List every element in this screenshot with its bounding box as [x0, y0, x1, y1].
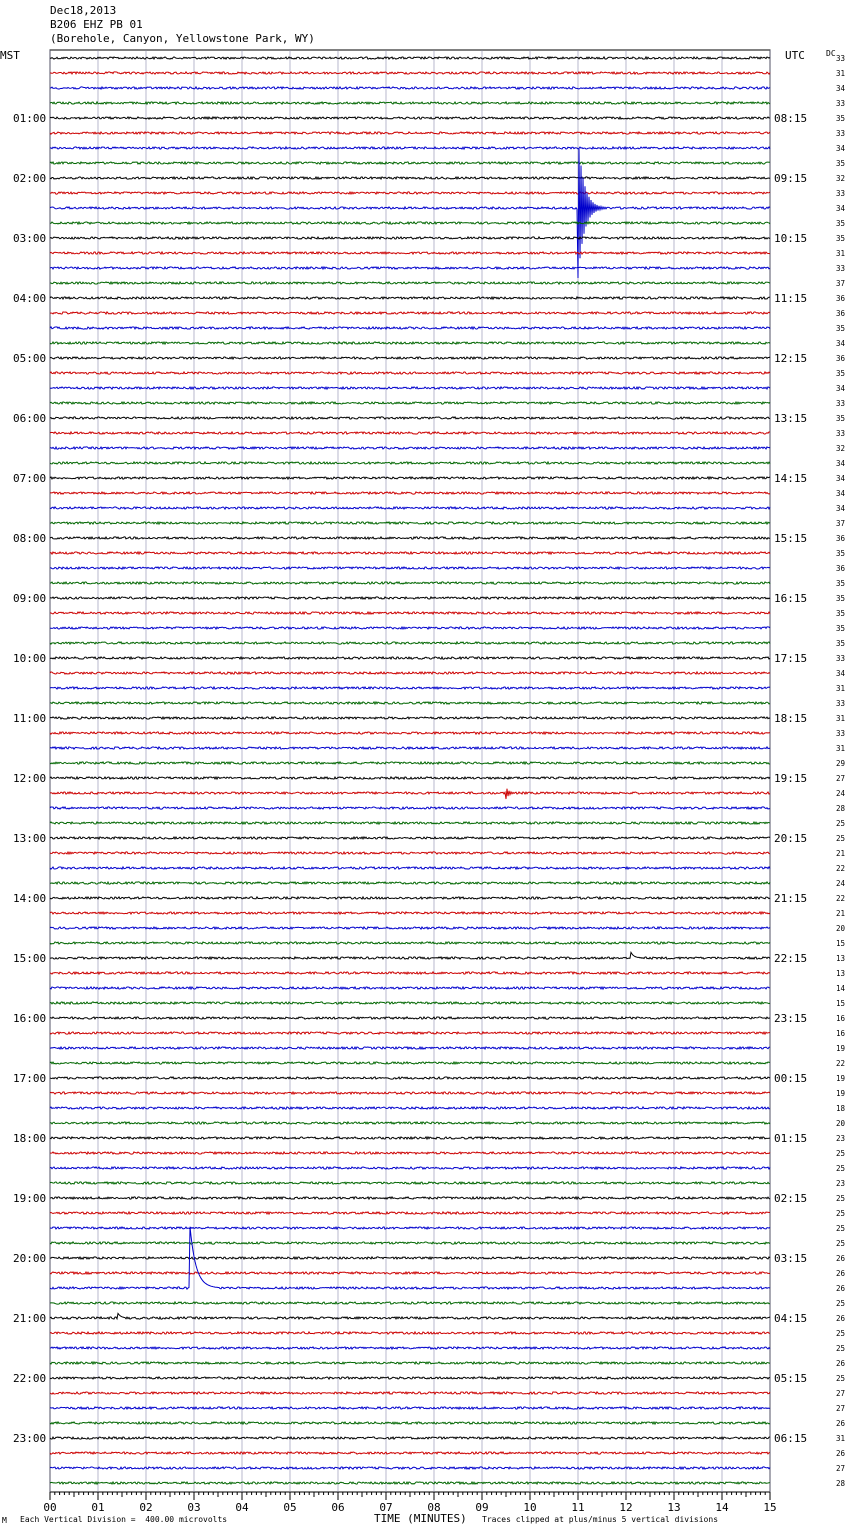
- trace-line: [50, 702, 770, 704]
- chart-date: Dec18,2013: [50, 4, 117, 17]
- dc-offset-label: 26: [836, 1269, 846, 1278]
- dc-offset-label: 16: [836, 1014, 846, 1023]
- x-tick-label: 00: [43, 1501, 57, 1514]
- dc-offset-label: 34: [836, 474, 846, 483]
- dc-offset-label: 34: [836, 339, 846, 348]
- trace-line: [50, 1242, 770, 1244]
- x-tick-label: 06: [331, 1501, 345, 1514]
- left-hour-label: 06:00: [13, 412, 47, 425]
- dc-offset-label: 27: [836, 1389, 846, 1398]
- trace-line: [50, 1122, 770, 1124]
- dc-offset-label: 37: [836, 519, 846, 528]
- dc-offset-label: 15: [836, 999, 846, 1008]
- dc-column-label: DC: [826, 49, 836, 58]
- trace-line: [50, 237, 770, 239]
- trace-line: [50, 1392, 770, 1394]
- trace-line: [50, 897, 770, 899]
- dc-offset-label: 25: [836, 1164, 846, 1173]
- trace-line: [50, 1092, 770, 1094]
- x-tick-label: 07: [379, 1501, 393, 1514]
- left-hour-label: 15:00: [13, 952, 47, 965]
- dc-offset-label: 35: [836, 159, 846, 168]
- dc-offset-label: 35: [836, 414, 846, 423]
- trace-line: [50, 1362, 770, 1364]
- trace-line: [50, 267, 770, 269]
- right-hour-label: 06:15: [774, 1432, 808, 1445]
- left-hour-label: 02:00: [13, 172, 47, 185]
- dc-offset-label: 27: [836, 1404, 846, 1413]
- dc-offset-label: 35: [836, 639, 846, 648]
- dc-offset-label: 29: [836, 759, 846, 768]
- trace-line: [50, 687, 770, 689]
- trace-line: [50, 537, 770, 539]
- trace-line: [50, 1182, 770, 1184]
- dc-offset-label: 23: [836, 1134, 846, 1143]
- dc-offset-label: 33: [836, 699, 846, 708]
- trace-line: [50, 912, 770, 914]
- trace-line: [50, 1482, 770, 1484]
- trace-line: [50, 387, 770, 389]
- dc-offset-label: 13: [836, 969, 846, 978]
- dc-offset-label: 14: [836, 984, 846, 993]
- trace-line: [50, 952, 770, 959]
- dc-offset-label: 25: [836, 1149, 846, 1158]
- trace-line: [50, 1212, 770, 1214]
- dc-offset-label: 33: [836, 399, 846, 408]
- x-tick-label: 05: [283, 1501, 297, 1514]
- dc-offset-label: 25: [836, 834, 846, 843]
- dc-offset-label: 26: [836, 1419, 846, 1428]
- x-tick-label: 04: [235, 1501, 249, 1514]
- dc-offset-label: 13: [836, 954, 846, 963]
- trace-line: [50, 432, 770, 434]
- dc-offset-label: 34: [836, 84, 846, 93]
- trace-line: [50, 117, 770, 119]
- trace-line: [50, 1197, 770, 1199]
- trace-line: [50, 1302, 770, 1304]
- right-hour-label: 03:15: [774, 1252, 808, 1265]
- dc-offset-label: 35: [836, 549, 846, 558]
- dc-offset-label: 37: [836, 279, 846, 288]
- trace-line: [50, 1047, 770, 1049]
- trace-line: [50, 867, 770, 869]
- dc-offset-label: 34: [836, 504, 846, 513]
- trace-line: [50, 1137, 770, 1139]
- x-tick-label: 02: [139, 1501, 153, 1514]
- trace-line: [50, 357, 770, 359]
- x-tick-label: 14: [715, 1501, 729, 1514]
- trace-line: [50, 882, 770, 884]
- dc-offset-label: 26: [836, 1449, 846, 1458]
- right-hour-label: 00:15: [774, 1072, 808, 1085]
- trace-line: [50, 672, 770, 674]
- trace-line: [50, 102, 770, 104]
- left-hour-label: 01:00: [13, 112, 47, 125]
- trace-line: [50, 1377, 770, 1379]
- trace-line: [50, 717, 770, 719]
- trace-line: [50, 1032, 770, 1034]
- dc-offset-label: 35: [836, 114, 846, 123]
- right-hour-label: 04:15: [774, 1312, 808, 1325]
- right-hour-label: 15:15: [774, 532, 808, 545]
- trace-line: [50, 1167, 770, 1169]
- dc-offset-label: 26: [836, 1359, 846, 1368]
- right-hour-label: 11:15: [774, 292, 808, 305]
- trace-line: [50, 1077, 770, 1079]
- dc-offset-label: 25: [836, 1224, 846, 1233]
- dc-offset-label: 22: [836, 894, 846, 903]
- trace-line: [50, 1452, 770, 1454]
- x-tick-label: 13: [667, 1501, 681, 1514]
- trace-line: [50, 132, 770, 134]
- dc-offset-label: 16: [836, 1029, 846, 1038]
- dc-offset-label: 27: [836, 774, 846, 783]
- dc-offset-label: 34: [836, 384, 846, 393]
- right-hour-label: 05:15: [774, 1372, 808, 1385]
- left-hour-label: 05:00: [13, 352, 47, 365]
- right-hour-label: 08:15: [774, 112, 808, 125]
- trace-line: [50, 582, 770, 584]
- plot-frame: [50, 50, 770, 1492]
- trace-line: [50, 147, 770, 149]
- dc-offset-label: 18: [836, 1104, 846, 1113]
- left-timezone-label: MST: [0, 49, 20, 62]
- right-timezone-label: UTC: [785, 49, 805, 62]
- trace-line: [50, 777, 770, 779]
- trace-line: [50, 1407, 770, 1409]
- trace-line: [50, 657, 770, 659]
- trace-line: [50, 732, 770, 734]
- right-hour-label: 16:15: [774, 592, 808, 605]
- dc-offset-label: 24: [836, 879, 846, 888]
- dc-offset-label: 21: [836, 849, 846, 858]
- trace-line: [50, 1467, 770, 1469]
- trace-line: [50, 642, 770, 644]
- dc-offset-label: 25: [836, 1299, 846, 1308]
- trace-line: [50, 552, 770, 554]
- right-hour-label: 21:15: [774, 892, 808, 905]
- trace-line: [50, 1257, 770, 1259]
- dc-offset-label: 36: [836, 564, 846, 573]
- right-hour-label: 18:15: [774, 712, 808, 725]
- dc-offset-label: 35: [836, 609, 846, 618]
- dc-offset-label: 15: [836, 939, 846, 948]
- trace-line: [50, 987, 770, 989]
- dc-offset-label: 26: [836, 1314, 846, 1323]
- right-hour-label: 13:15: [774, 412, 808, 425]
- trace-line: [50, 507, 770, 509]
- trace-line: [50, 312, 770, 314]
- trace-line: [50, 597, 770, 599]
- left-hour-label: 22:00: [13, 1372, 47, 1385]
- dc-offset-label: 34: [836, 459, 846, 468]
- trace-line: [50, 927, 770, 929]
- dc-offset-label: 32: [836, 444, 846, 453]
- left-hour-label: 04:00: [13, 292, 47, 305]
- trace-line: [50, 297, 770, 299]
- dc-offset-label: 19: [836, 1089, 846, 1098]
- left-hour-label: 21:00: [13, 1312, 47, 1325]
- dc-offset-label: 25: [836, 1374, 846, 1383]
- right-hour-label: 19:15: [774, 772, 808, 785]
- dc-offset-label: 36: [836, 354, 846, 363]
- dc-offset-label: 34: [836, 669, 846, 678]
- dc-offset-label: 19: [836, 1044, 846, 1053]
- dc-offset-label: 24: [836, 789, 846, 798]
- trace-line: [50, 522, 770, 524]
- dc-offset-label: 36: [836, 534, 846, 543]
- right-hour-label: 17:15: [774, 652, 808, 665]
- trace-line: [50, 87, 770, 89]
- x-tick-label: 15: [763, 1501, 777, 1514]
- trace-line: [50, 852, 770, 854]
- left-hour-label: 09:00: [13, 592, 47, 605]
- dc-offset-label: 31: [836, 1434, 846, 1443]
- dc-offset-label: 20: [836, 1119, 846, 1128]
- x-tick-label: 03: [187, 1501, 201, 1514]
- trace-line: [50, 1332, 770, 1334]
- trace-line: [50, 252, 770, 254]
- left-hour-label: 23:00: [13, 1432, 47, 1445]
- trace-line: [50, 222, 770, 224]
- trace-line: [50, 567, 770, 569]
- left-hour-label: 18:00: [13, 1132, 47, 1145]
- dc-offset-label: 26: [836, 1284, 846, 1293]
- trace-line: [50, 342, 770, 344]
- left-hour-label: 03:00: [13, 232, 47, 245]
- trace-line: [50, 149, 770, 278]
- dc-offset-label: 25: [836, 819, 846, 828]
- trace-line: [50, 747, 770, 749]
- left-hour-label: 14:00: [13, 892, 47, 905]
- trace-line: [50, 822, 770, 824]
- right-hour-label: 14:15: [774, 472, 808, 485]
- dc-offset-label: 25: [836, 1344, 846, 1353]
- trace-line: [50, 1002, 770, 1004]
- dc-offset-label: 35: [836, 324, 846, 333]
- dc-offset-label: 32: [836, 174, 846, 183]
- trace-line: [50, 1347, 770, 1349]
- left-hour-label: 19:00: [13, 1192, 47, 1205]
- right-hour-label: 12:15: [774, 352, 808, 365]
- dc-offset-label: 22: [836, 864, 846, 873]
- trace-line: [50, 1152, 770, 1154]
- trace-line: [50, 402, 770, 404]
- trace-line: [50, 837, 770, 839]
- trace-line: [50, 1272, 770, 1274]
- dc-offset-label: 26: [836, 1254, 846, 1263]
- dc-offset-label: 35: [836, 624, 846, 633]
- x-tick-label: 01: [91, 1501, 105, 1514]
- trace-line: [50, 177, 770, 179]
- scale-note: Each Vertical Division = 400.00 microvolts: [20, 1515, 228, 1524]
- trace-line: [50, 447, 770, 449]
- dc-offset-label: 35: [836, 234, 846, 243]
- left-hour-label: 10:00: [13, 652, 47, 665]
- dc-offset-label: 33: [836, 189, 846, 198]
- right-hour-label: 01:15: [774, 1132, 808, 1145]
- dc-offset-label: 34: [836, 489, 846, 498]
- dc-offset-label: 33: [836, 54, 846, 63]
- trace-line: [50, 627, 770, 629]
- trace-line: [50, 282, 770, 284]
- dc-offset-label: 33: [836, 729, 846, 738]
- dc-offset-label: 35: [836, 579, 846, 588]
- dc-offset-label: 35: [836, 594, 846, 603]
- dc-offset-label: 31: [836, 249, 846, 258]
- chart-location: (Borehole, Canyon, Yellowstone Park, WY): [50, 32, 315, 45]
- x-axis-title: TIME (MINUTES): [374, 1512, 467, 1525]
- right-hour-label: 23:15: [774, 1012, 808, 1025]
- left-hour-label: 11:00: [13, 712, 47, 725]
- left-hour-label: 12:00: [13, 772, 47, 785]
- left-hour-label: 08:00: [13, 532, 47, 545]
- x-tick-label: 10: [523, 1501, 537, 1514]
- clip-note: Traces clipped at plus/minus 5 vertical divisions: [482, 1515, 719, 1524]
- left-hour-label: 17:00: [13, 1072, 47, 1085]
- trace-line: [50, 417, 770, 419]
- x-tick-label: 12: [619, 1501, 633, 1514]
- trace-line: [50, 57, 770, 59]
- dc-offset-label: 25: [836, 1329, 846, 1338]
- right-hour-label: 22:15: [774, 952, 808, 965]
- trace-line: [50, 1062, 770, 1064]
- dc-offset-label: 25: [836, 1209, 846, 1218]
- trace-line: [50, 972, 770, 974]
- x-tick-label: 09: [475, 1501, 489, 1514]
- dc-offset-label: 23: [836, 1179, 846, 1188]
- dc-offset-label: 36: [836, 294, 846, 303]
- trace-line: [50, 1422, 770, 1424]
- dc-offset-label: 19: [836, 1074, 846, 1083]
- dc-offset-label: 35: [836, 369, 846, 378]
- dc-offset-label: 28: [836, 1479, 846, 1488]
- trace-line: [50, 762, 770, 764]
- trace-line: [50, 192, 770, 194]
- trace-line: [50, 327, 770, 329]
- dc-offset-label: 35: [836, 219, 846, 228]
- dc-offset-label: 31: [836, 684, 846, 693]
- left-hour-label: 20:00: [13, 1252, 47, 1265]
- left-hour-label: 07:00: [13, 472, 47, 485]
- dc-offset-label: 34: [836, 204, 846, 213]
- trace-line: [50, 492, 770, 494]
- trace-line: [50, 1017, 770, 1019]
- dc-offset-label: 33: [836, 654, 846, 663]
- trace-line: [50, 162, 770, 164]
- trace-line: [50, 942, 770, 944]
- trace-line: [50, 612, 770, 614]
- trace-line: [50, 477, 770, 479]
- right-hour-label: 10:15: [774, 232, 808, 245]
- dc-offset-label: 36: [836, 309, 846, 318]
- left-hour-label: 16:00: [13, 1012, 47, 1025]
- trace-line: [50, 1107, 770, 1109]
- dc-offset-label: 25: [836, 1194, 846, 1203]
- dc-offset-label: 33: [836, 99, 846, 108]
- dc-offset-label: 31: [836, 69, 846, 78]
- chart-station: B206 EHZ PB 01: [50, 18, 143, 31]
- dc-offset-label: 33: [836, 264, 846, 273]
- trace-line: [50, 807, 770, 809]
- dc-offset-label: 34: [836, 144, 846, 153]
- dc-offset-label: 25: [836, 1239, 846, 1248]
- x-tick-label: 11: [571, 1501, 585, 1514]
- trace-line: [50, 789, 770, 799]
- dc-offset-label: 31: [836, 744, 846, 753]
- dc-offset-label: 33: [836, 429, 846, 438]
- right-hour-label: 09:15: [774, 172, 808, 185]
- dc-offset-label: 33: [836, 129, 846, 138]
- right-hour-label: 02:15: [774, 1192, 808, 1205]
- left-hour-label: 13:00: [13, 832, 47, 845]
- trace-line: [50, 72, 770, 74]
- dc-offset-label: 31: [836, 714, 846, 723]
- trace-line: [50, 462, 770, 464]
- trace-line: [50, 372, 770, 374]
- trace-line: [50, 1437, 770, 1439]
- dc-offset-label: 28: [836, 804, 846, 813]
- x-tick-label: 08: [427, 1501, 441, 1514]
- dc-offset-label: 22: [836, 1059, 846, 1068]
- trace-line: [50, 1313, 770, 1319]
- dc-offset-label: 27: [836, 1464, 846, 1473]
- dc-offset-label: 21: [836, 909, 846, 918]
- right-hour-label: 20:15: [774, 832, 808, 845]
- trace-line: [50, 1227, 770, 1229]
- dc-offset-label: 20: [836, 924, 846, 933]
- corner-mark: M: [2, 1516, 7, 1525]
